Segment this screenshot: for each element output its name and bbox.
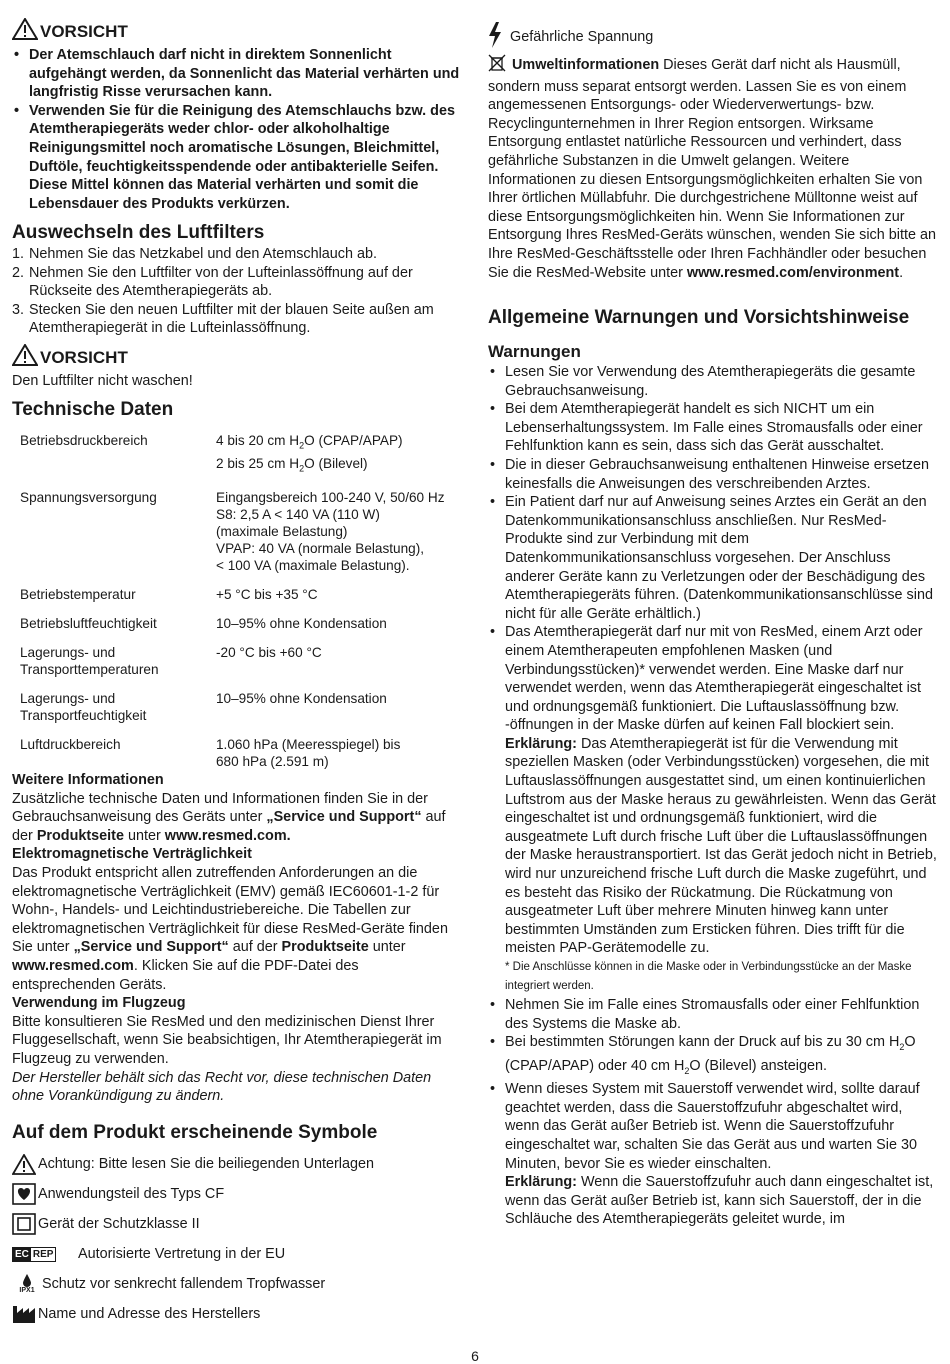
filter-section	[12, 221, 464, 338]
type-cf-heart-icon	[12, 1183, 38, 1205]
symbols-section	[12, 1121, 464, 1329]
table-row: Spannungsversorgung Eingangsbereich 100-240 V, 50/60 Hz S8: 2,5 A < 140 VA (110 W) (maximale Belastung) VPAP: 40 VA (normale Belastung), < 100 VA (maximale Belastung).	[20, 490, 445, 574]
list-item: • Das Atemtherapiegerät darf nur mit von ResMed, einem Arzt oder einem Atemtherapeuten empfohlenen Masken (und Verbindungsstücken)* verwendet werden. Eine Maske darf nur verwendet werden, wenn das Atemtherapiegerät eingeschaltet ist und ordnungsgemäß funktioniert. Die Luftauslassöffnung bzw. -öffnungen in der Maske dürfen auf keinen Fall blockiert sein. Erklärung: Das Atemtherapiegerät ist für die Verwendung mit speziellen Masken (oder Verbindungsstücken) vorgesehen, die mit Luftauslassöffnungen ausgestattet sind, um einen kontinuierlichen Luftstrom aus der Maske heraus zu gewährleisten. Wenn das Gerät eingeschaltet ist und ordnungsgemäß funktioniert, wird die ausgeatmete Luft durch frische Luft über die Luftauslassöffnungen der Maske heraustransportiert. Ist das Gerät jedoch nicht in Betrieb, wird nur unzureichend frische Luft durch die Maske zugeführt, und es besteht das Risiko der Rückatmung. Die Rückatmung von ausgeatmeter Luft über mehrere Minuten hinweg kann unter bestimmten Umständen zum Ersticken führen. Dies trifft für die meisten PAP-Gerätemodelle zu.	[488, 623, 940, 958]
section-heading: Technische Daten	[12, 399, 174, 420]
caution-title: VORSICHT	[40, 348, 128, 367]
list-item: • Nehmen Sie im Falle eines Stromausfalls oder einer Fehlfunktion des Systems die Maske ab.	[488, 996, 940, 1033]
warning-triangle-icon	[12, 18, 38, 46]
caution-title: VORSICHT	[40, 22, 128, 41]
symbol-row: Gerät der Schutzklasse II	[12, 1209, 464, 1239]
disclaimer: Der Hersteller behält sich das Recht vor, diese technischen Daten ohne Vorankündigung zu ändern.	[12, 1069, 432, 1105]
caution-block-1	[12, 18, 464, 213]
lightning-bolt-icon	[488, 22, 510, 52]
symbol-row: Name und Adresse des Herstellers	[12, 1299, 464, 1329]
warnings-list	[488, 363, 940, 958]
section-heading: Allgemeine Warnungen und Vorsichtshinweise	[488, 307, 910, 328]
list-item: • Verwenden Sie für die Reinigung des Atemschlauchs bzw. des Atemtherapiegeräts weder chlor- oder alkoholhaltige Reinigungsmittel noch aromatische Lösungen, Bleichmittel, Duftöle, feuchtigkeitsspendende oder antibakterielle Seifen. Diese Mittel können das Material verhärten und somit die Lebensdauer des Produkts verkürzen.	[12, 102, 464, 214]
ec-rep-icon: EC REP	[12, 1247, 78, 1262]
steps-list	[12, 245, 464, 338]
paragraph: Zusätzliche technische Daten und Informationen finden Sie in der Gebrauchsanweisung des Geräts unter „Service und Support“ auf der Produktseite unter www.resmed.com.	[12, 790, 446, 844]
environment-paragraph: Umweltinformationen Dieses Gerät darf nicht als Hausmüll, sondern muss separat entsorgt werden. Lassen Sie es von einem angemessenen Entsorgungs- oder Wiederverwertungs- bzw. Recyclingunternehmen in Ihrer Region entsorgen. Wirksame Entsorgung entlastet natürliche Ressourcen und verhindert, dass gefährliche Substanzen in die Umwelt gelangen. Weitere Informationen zu diesen Entsorgungsmöglichkeiten erhalten Sie von Ihrer örtlichen Müllabfuhr. Die durchgestrichene Mülltonne weist auf diese Entsorgungsmöglichkeiten hin. Wenn Sie Informationen zur Entsorgung Ihres ResMed-Geräts wünschen, wenden Sie sich bitte an Ihre ResMed-Geschäftsstelle oder Ihren Fachhändler oder besuchen Sie die ResMed-Website unter www.resmed.com/environment.	[488, 54, 940, 282]
more-info-section	[12, 771, 464, 1106]
crossed-bin-icon	[488, 54, 512, 78]
footnote: * Die Anschlüsse können in die Maske oder in Verbindungsstücke an der Maske integriert werden.	[505, 961, 912, 992]
table-row: Betriebstemperatur +5 °C bis +35 °C	[20, 587, 318, 603]
section-heading: Auf dem Produkt erscheinende Symbole	[12, 1122, 378, 1143]
table-row: Lagerungs- und Transportfeuchtigkeit 10–95% ohne Kondensation	[20, 691, 387, 724]
symbol-row: Anwendungsteil des Typs CF	[12, 1179, 464, 1209]
list-item: • Die in dieser Gebrauchsanweisung enthaltenen Hinweise ersetzen keinesfalls die Anweisungen des verschreibenden Arztes.	[488, 456, 940, 493]
warning-triangle-icon	[12, 344, 38, 372]
list-item: 3. Stecken Sie den neuen Luftfilter mit der blauen Seite außen am Atemtherapiegerät in die Lufteinlassöffnung.	[12, 301, 434, 337]
spec-table	[20, 432, 445, 782]
class-ii-square-icon	[12, 1213, 38, 1235]
symbol-row: EC REP Autorisierte Vertretung in der EU	[12, 1239, 464, 1269]
tech-section	[12, 398, 464, 782]
caution-list	[12, 46, 464, 213]
list-item: • Bei dem Atemtherapiegerät handelt es sich NICHT um ein Lebenserhaltungssystem. Im Falle eines Stromausfalls oder einer Fehlfunktion kann es sein, dass sich das Gerät ausschaltet.	[488, 400, 940, 456]
list-item: • Bei bestimmten Störungen kann der Druck auf bis zu 30 cm $H_2O$ (CPAP/APAP) oder 40 cm $H_2O$ (Bilevel) ansteigen.	[488, 1033, 940, 1080]
symbol-row: Achtung: Bitte lesen Sie die beiliegenden Unterlagen	[12, 1149, 464, 1179]
caution-block-2	[12, 344, 464, 391]
symbol-row: Gefährliche Spannung	[488, 22, 653, 52]
warnings-list-2	[488, 996, 940, 1229]
caution-text: Den Luftfilter nicht waschen!	[12, 373, 193, 389]
manufacturer-factory-icon	[12, 1304, 38, 1324]
subheading: Elektromagnetische Verträglichkeit	[12, 846, 252, 863]
table-row: Betriebsluftfeuchtigkeit 10–95% ohne Kondensation	[20, 616, 387, 632]
list-item: • Der Atemschlauch darf nicht in direktem Sonnenlicht aufgehängt werden, da Sonnenlicht das Material verhärten und langfristig Risse verursachen kann.	[12, 46, 464, 102]
paragraph: Das Produkt entspricht allen zutreffenden Anforderungen an die elektromagnetische Verträglichkeit (EMV) gemäß IEC60601-1-2 für Wohn-, Handels- und Leichtindustriebereiche. Die Tabellen zur elektromagnetischen Verträglichkeit für diese ResMed-Geräte finden Sie unter „Service und Support“ auf der Produktseite unter www.resmed.com. Klicken Sie auf die PDF-Datei des entsprechenden Geräts.	[12, 864, 448, 993]
subheading: Warnungen	[488, 342, 581, 361]
ipx1-drop-icon: IPX1	[12, 1274, 42, 1295]
warnings-section	[488, 306, 940, 1229]
list-item: 2. Nehmen Sie den Luftfilter von der Lufteinlassöffnung auf der Rückseite des Atemtherapiegeräts ab.	[12, 264, 413, 300]
table-row: Betriebsdruckbereich 4 bis 20 cm $H_2O$ (CPAP/APAP) 2 bis 25 cm $H_2O$ (Bilevel)	[20, 433, 403, 474]
subheading: Weitere Informationen	[12, 772, 164, 788]
list-item: • Wenn dieses System mit Sauerstoff verwendet wird, sollte darauf geachtet werden, dass die Sauerstoffzufuhr abgeschaltet wird, wenn das Gerät außer Betrieb ist. Wenn die Sauerstoffzufuhr eingeschaltet war, schalten Sie das Gerät aus und warten Sie 30 Minuten, bevor Sie es wieder einschalten. Erklärung: Wenn die Sauerstoffzufuhr auch dann eingeschaltet ist, wenn das Gerät außer Betrieb ist, kann sich Sauerstoff, der in die Schläuche des Atemtherapiegeräts geleitet wurde, im	[488, 1080, 940, 1229]
list-item: • Ein Patient darf nur auf Anweisung seines Arztes ein Gerät an den Datenkommunikationsanschluss anschließen. Nur ResMed-Produkte sind zur Verbindung mit dem Datenkommunikationsanschluss vorgesehen. Der Anschluss anderer Geräte kann zu Verletzungen oder der Beschädigung des Atemtherapiegeräts führen. (Datenkommunikationsanschlüsse sind nicht für alle Geräte erhältlich.)	[488, 493, 940, 623]
list-item: 1. Nehmen Sie das Netzkabel und den Atemschlauch ab.	[12, 246, 377, 262]
subheading: Verwendung im Flugzeug	[12, 995, 186, 1012]
section-heading: Auswechseln des Luftfilters	[12, 222, 265, 243]
symbol-row: IPX1 Schutz vor senkrecht fallendem Tropfwasser	[12, 1269, 464, 1299]
table-row: Lagerungs- und Transporttemperaturen -20 °C bis +60 °C	[20, 645, 322, 678]
warning-triangle-icon	[12, 1154, 38, 1175]
list-item: • Lesen Sie vor Verwendung des Atemtherapiegeräts die gesamte Gebrauchsanweisung.	[488, 363, 940, 400]
table-row: Luftdruckbereich 1.060 hPa (Meeresspiegel) bis 680 hPa (2.591 m)	[20, 737, 401, 770]
page-number: 6	[471, 1348, 479, 1364]
paragraph: Bitte konsultieren Sie ResMed und den medizinischen Dienst Ihrer Fluggesellschaft, wenn Sie beabsichtigen, Ihr Atemtherapiegerät im Flugzeug zu verwenden.	[12, 1013, 442, 1067]
